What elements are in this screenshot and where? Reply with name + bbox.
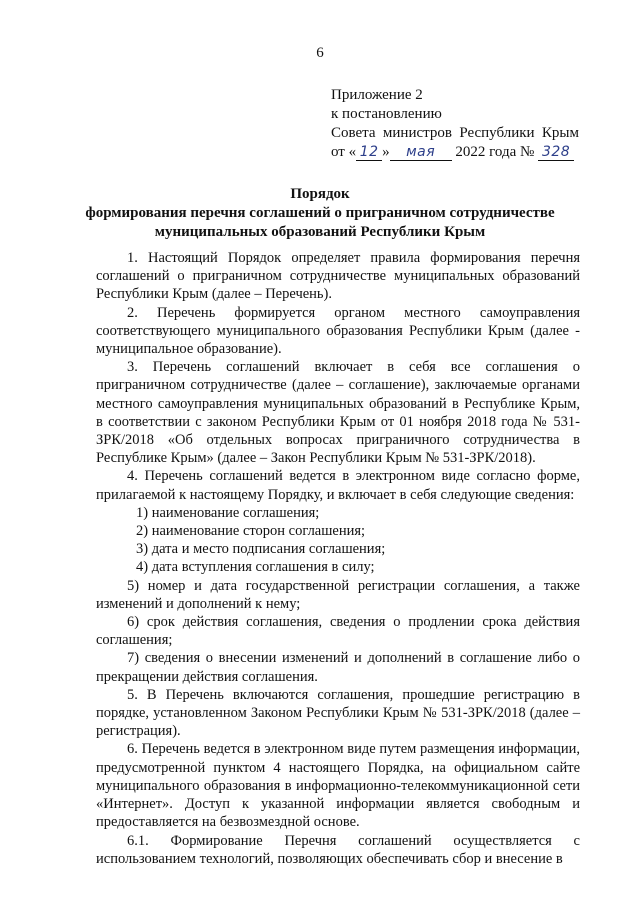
list-item: 1) наименование соглашения;: [136, 504, 320, 521]
paragraph: 3. Перечень соглашений включает в себя все соглашения о приграничном сотрудничестве (далее – соглашение), заключаемые органами местного самоуправления муниципальных образований в Республике Крым, в соответствии с законом Республики Крым от 01 ноября 2018 года № 531-ЗРК/2018 «Об отдельных вопросах приграничного сотрудничества в Республике Крым» (далее – Закон Республики Крым № 531-ЗРК/2018).: [96, 359, 580, 467]
document-title: [60, 185, 580, 242]
handwritten-doc-number: 328: [538, 144, 574, 161]
title-line-2: формирования перечня соглашений о приграничном сотрудничестве: [85, 205, 555, 221]
paragraph: 7) сведения о внесении изменений и дополнений в соглашение либо о прекращении действия соглашения.: [96, 650, 580, 685]
handwritten-month: мая: [390, 144, 452, 161]
paragraph: 6. Перечень ведется в электронном виде путем размещения информации, предусмотренной пунктом 4 настоящего Порядка, на официальном сайте муниципального образования в информационно-телекоммуникационной сети «Интернет». Доступ к указанной информации является свободным и предоставляется на безвозмездной основе.: [96, 741, 580, 831]
paragraph: 5. В Перечень включаются соглашения, прошедшие регистрацию в порядке, установленном Законом Республики Крым № 531-ЗРК/2018 (далее – регистрация).: [96, 686, 580, 740]
title-line-3: муниципальных образований Республики Крым: [154, 224, 486, 240]
paragraph: 1. Настоящий Порядок определяет правила формирования перечня соглашений о приграничном сотрудничестве муниципальных образований Республики Крым (далее – Перечень).: [96, 250, 580, 303]
appendix-header: [331, 86, 579, 162]
appendix-date-line: [331, 143, 579, 162]
date-separator: »: [382, 144, 390, 160]
appendix-line-3: Совета министров Республики Крым: [331, 125, 579, 141]
appendix-line-1: Приложение 2: [331, 87, 423, 103]
list-item: 2) наименование сторон соглашения;: [136, 523, 366, 540]
page-number: 6: [316, 45, 324, 61]
paragraph: 5) номер и дата государственной регистрации соглашения, а также изменений и дополнений к нему;: [96, 577, 580, 612]
paragraph: 4. Перечень соглашений ведется в электронном виде согласно форме, прилагаемой к настоящему Порядку, и включает в себя следующие сведения:: [96, 468, 580, 503]
paragraph: 2. Перечень формируется органом местного самоуправления соответствующего муниципального образования Республики Крым (далее - муниципальное образование).: [96, 304, 580, 358]
document-body: [96, 249, 580, 868]
list-item: 4) дата вступления соглашения в силу;: [136, 559, 375, 576]
title-line-1: Порядок: [290, 186, 350, 202]
paragraph: 6) срок действия соглашения, сведения о продлении срока действия соглашения;: [96, 614, 580, 649]
handwritten-day: 12: [356, 144, 382, 161]
date-year: 2022 года №: [455, 144, 535, 160]
appendix-line-2: к постановлению: [331, 106, 442, 122]
paragraph: 6.1. Формирование Перечня соглашений осуществляется с использованием технологий, позволяющих обеспечивать сбор и внесение в: [96, 832, 580, 867]
date-prefix: от «: [331, 144, 357, 160]
list-item: 3) дата и место подписания соглашения;: [136, 541, 386, 558]
